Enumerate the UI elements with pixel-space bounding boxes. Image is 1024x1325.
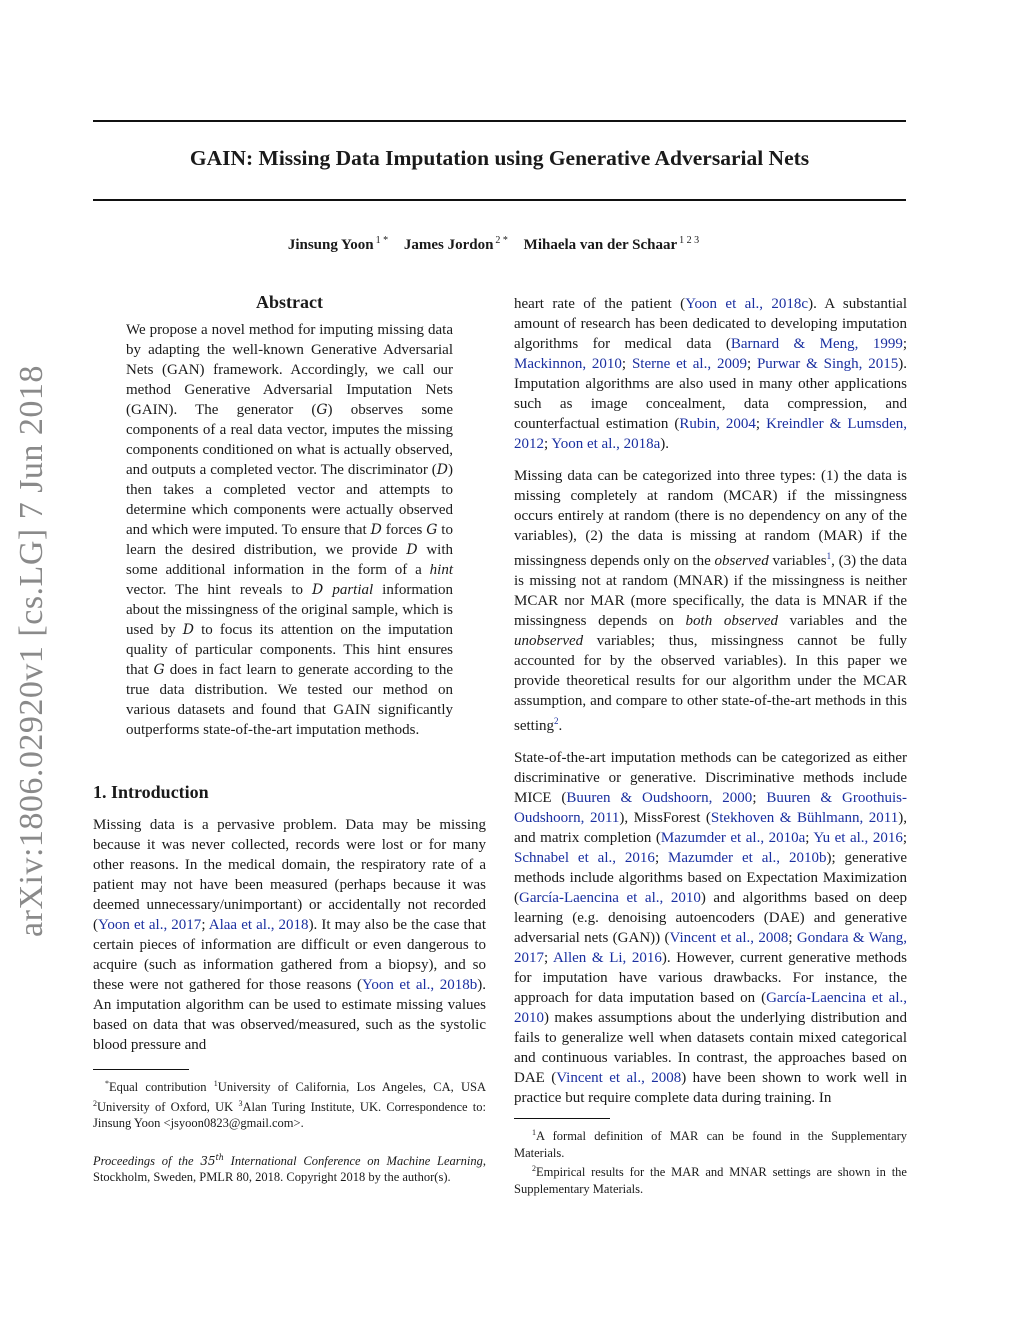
footnote-rule (93, 1069, 189, 1070)
right-footnotes (514, 1118, 907, 1197)
abstract-text: We propose a novel method for imputing missing data by adapting the well-known Generative Adversarial Nets (GAN) framework. Accordingly, we call our method Generative Adversarial Imputation Nets (GAIN). The generator (G) observes some components of a real data vector, imputes the missing components conditioned on what is actually observed, and outputs a completed vector. The discriminator (D) then takes a completed vector and attempts to determine which components were actually observed and which were imputed. To ensure that D forces G to learn the desired distribution, we provide D with some additional information in the form of a hint vector. The hint reveals to D partial information about the missingness of the original sample, which is used by D to focus its attention on the imputation quality of particular components. This hint ensures that G does in fact learn to generate according to the true data distribution. We tested our method on various datasets and found that GAIN significantly outperforms state-of-the-art imputation methods. (126, 322, 453, 738)
author-affiliation-marks: 1 * (375, 235, 389, 246)
section-heading-introduction: 1. Introduction (93, 782, 209, 802)
author-name: Mihaela van der Schaar (523, 237, 678, 253)
left-footnotes (93, 1069, 486, 1186)
citation-link[interactable]: Yu et al., 2016 (813, 830, 903, 846)
citation-link[interactable]: Stekhoven & Bühlmann, 2011 (710, 810, 899, 826)
citation-link[interactable]: Allen & Li, 2016 (552, 950, 662, 966)
author-affiliation-marks: 1 2 3 (679, 235, 700, 246)
citation-link[interactable]: Yoon et al., 2018c (685, 296, 809, 312)
citation-link[interactable]: Vincent et al., 2008 (556, 1070, 682, 1086)
methods-paragraph: State-of-the-art imputation methods can be categorized as either discriminative or generative. Discriminative methods include MICE (Buuren & Oudshoorn, 2000; Buuren & Groothuis-Oudshoorn, 2011), MissForest (Stekhoven & Bühlmann, 2011), and matrix completion (Mazumder et al., 2010a; Yu et al., 2016; Schnabel et al., 2016; Mazumder et al., 2010b); generative methods include algorithms based on Expectation Maximization (García-Laencina et al., 2010) and algorithms based on deep learning (e.g. denoising autoencoders (DAE) and generative adversarial nets (GAN)) (Vincent et al., 2008; Gondara & Wang, 2017; Allen & Li, 2016). However, current generative methods for imputation have various drawbacks. For instance, the approach for data imputation based on (García-Laencina et al., 2010) makes assumptions about the underlying distribution and fails to generalize well when datasets contain mixed categorical and continuous variables. In contrast, the approaches based on DAE (Vincent et al., 2008) have been shown to work well in practice but require complete data during training. In (514, 750, 908, 1106)
citation-link[interactable]: Mazumder et al., 2010a (660, 830, 806, 846)
left-column (93, 292, 486, 1186)
intro-paragraph-continued: heart rate of the patient (Yoon et al., 2018c). A substantial amount of research has been dedicated to developing imputation algorithms for medical data (Barnard & Meng, 1999; Mackinnon, 2010; Sterne et al., 2009; Purwar & Singh, 2015). Imputation algorithms are also used in many other applications such as image concealment, data compression, and counterfactual estimation (Rubin, 2004; Kreindler & Lumsden, 2012; Yoon et al., 2018a). (514, 296, 908, 452)
citation-link[interactable]: Purwar & Singh, 2015 (756, 356, 899, 372)
footnote-2: $^2$Empirical results for the MAR and MNAR settings are shown in the Supplementary Materials. (514, 1164, 907, 1196)
footnote-1: $^1$A formal definition of MAR can be found in the Supplementary Materials. (514, 1128, 907, 1160)
intro-paragraph: Missing data is a pervasive problem. Data may be missing because it was never collected, records were lost or for many other reasons. In the medical domain, the respiratory rate of a patient may not have been measured (perhaps because it was deemed unnecessary/unimportant) or accidentally not recorded (Yoon et al., 2017; Alaa et al., 2018). It may also be the case that certain pieces of information are difficult or even dangerous to acquire (such as information gathered from a biopsy), and so these were not gathered for those reasons (Yoon et al., 2018b). An imputation algorithm can be used to estimate missing values based on data that was observed/measured, such as the systolic blood pressure and (93, 817, 487, 1053)
author-name: Jinsung Yoon (287, 237, 374, 253)
author-list (93, 235, 906, 254)
abstract-heading: Abstract (256, 292, 323, 312)
citation-link[interactable]: Alaa et al., 2018 (208, 917, 309, 933)
citation-link[interactable]: Rubin, 2004 (679, 416, 756, 432)
missingness-types-paragraph: Missing data can be categorized into three types: (1) the data is missing completely at random (MCAR) if the missingness occurs entirely at random (there is no dependency on any of the variables), (2) the data is missing at random (MAR) if the missingness depends only on the observed variables$^1$, (3) the data is missing not at random (MNAR) if the missingness is neither MCAR nor MAR (more specifically, the data is MNAR if the missingness depends on both observed variables and the unobserved variables; thus, missingness cannot be fully accounted for by the observed variables). In this paper we provide theoretical results for our algorithm under the MCAR assumption, and compare to other state-of-the-art methods in this setting$^2$. (514, 468, 908, 734)
arxiv-sidebar (10, 364, 54, 937)
citation-link[interactable]: García-Laencina et al., 2010 (514, 990, 908, 1026)
footnote-rule (514, 1118, 610, 1119)
citation-link[interactable]: Kreindler & Lumsden, 2012 (514, 416, 907, 452)
citation-link[interactable]: Buuren & Groothuis-Oudshoorn, 2011 (514, 790, 907, 826)
citation-link[interactable]: Mackinnon, 2010 (514, 356, 622, 372)
right-column (514, 294, 907, 1197)
affiliation-footnote: *Equal contribution $^1$University of California, Los Angeles, CA, USA $^2$University of Oxford, UK $^3$Alan Turing Institute, UK. Correspondence to: Jinsung Yoon <jsyoon0823@gmail.com>. (93, 1079, 486, 1131)
citation-link[interactable]: Yoon et al., 2018a (551, 436, 661, 452)
footnote-link[interactable]: 2 (554, 716, 559, 726)
proceedings-note: Proceedings of the 35th International Conference on Machine Learning, Stockholm, Sweden, PMLR 80, 2018. Copyright 2018 by the author(s). (93, 1152, 486, 1185)
author-name: James Jordon (403, 237, 494, 253)
citation-link[interactable]: Vincent et al., 2008 (669, 930, 789, 946)
citation-link[interactable]: Barnard & Meng, 1999 (730, 336, 903, 352)
citation-link[interactable]: Gondara & Wang, 2017 (514, 930, 908, 966)
title-bottom-rule (93, 199, 906, 201)
citation-link[interactable]: García-Laencina et al., 2010 (519, 890, 701, 906)
citation-link[interactable]: Schnabel et al., 2016 (514, 850, 655, 866)
arxiv-identifier: arXiv:1806.02920v1 [cs.LG] 7 Jun 2018 (13, 364, 51, 937)
citation-link[interactable]: Yoon et al., 2017 (98, 917, 202, 933)
citation-link[interactable]: Yoon et al., 2018b (362, 977, 478, 993)
citation-link[interactable]: Buuren & Oudshoorn, 2000 (566, 790, 753, 806)
citation-link[interactable]: Sterne et al., 2009 (631, 356, 747, 372)
citation-link[interactable]: Mazumder et al., 2010b (668, 850, 827, 866)
paper-title: GAIN: Missing Data Imputation using Generative Adversarial Nets (189, 146, 810, 170)
title-top-rule (93, 120, 906, 122)
author-affiliation-marks: 2 * (495, 235, 508, 246)
footnote-link[interactable]: 1 (826, 551, 832, 561)
